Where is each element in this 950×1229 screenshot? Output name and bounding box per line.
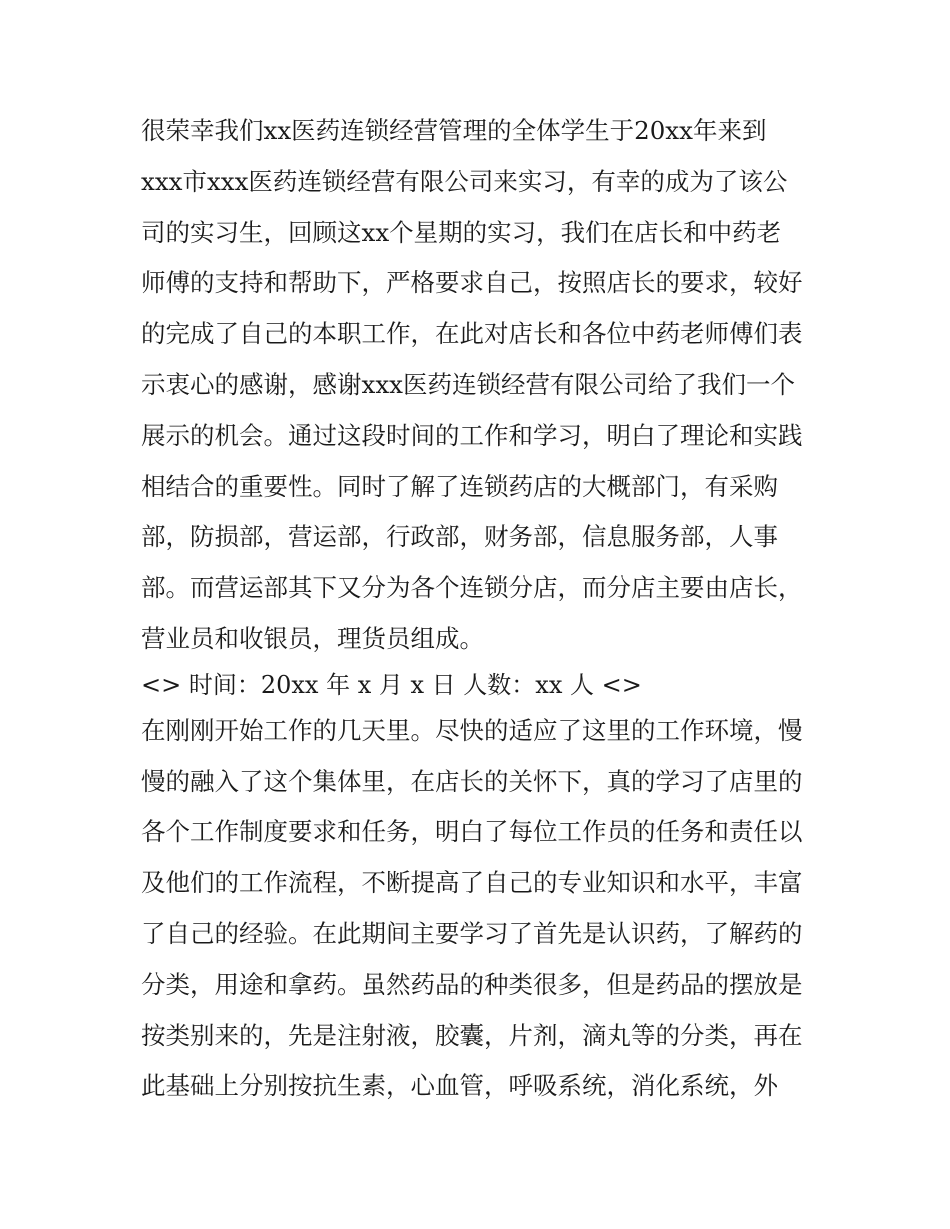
document-body <box>141 106 821 1112</box>
text-line: 营业员和收银员，理货员组成。 <box>141 623 484 653</box>
text-line: 的完成了自己的本职工作，在此对店长和各位中药老师傅们表 <box>141 319 803 349</box>
text-line: 及他们的工作流程，不断提高了自己的专业知识和水平，丰富 <box>141 868 803 898</box>
text-line: 按类别来的，先是注射液，胶囊，片剂，滴丸等的分类，再在 <box>141 1020 803 1050</box>
text-line: 示衷心的感谢，感谢xxx医药连锁经营有限公司给了我们一个 <box>141 369 795 399</box>
time-and-headcount-line: <> 时间：20xx 年 x 月 x 日 人数：xx 人 <> <box>141 670 642 699</box>
paragraph-first-days <box>141 706 821 1112</box>
text-line: 师傅的支持和帮助下，严格要求自己，按照店长的要求，较好 <box>141 268 803 298</box>
text-line: 展示的机会。通过这段时间的工作和学习，明白了理论和实践 <box>141 420 803 450</box>
text-line: 很荣幸我们xx医药连锁经营管理的全体学生于20xx年来到 <box>141 116 767 145</box>
text-line: 部。而营运部其下又分为各个连锁分店，而分店主要由店长， <box>141 573 803 603</box>
text-line: 部，防损部，营运部，行政部，财务部，信息服务部，人事 <box>141 522 778 552</box>
text-line: 司的实习生，回顾这xx个星期的实习，我们在店长和中药老 <box>141 217 782 247</box>
text-line: 了自己的经验。在此期间主要学习了首先是认识药，了解药的 <box>141 918 803 948</box>
text-line: 在刚刚开始工作的几天里。尽快的适应了这里的工作环境，慢 <box>141 715 803 745</box>
text-line: 相结合的重要性。同时了解了连锁药店的大概部门，有采购 <box>141 471 778 501</box>
text-line: 各个工作制度要求和任务，明白了每位工作员的任务和责任以 <box>141 817 803 847</box>
text-line: 分类，用途和拿药。虽然药品的种类很多，但是药品的摆放是 <box>141 969 803 999</box>
text-line: 慢的融入了这个集体里，在店长的关怀下，真的学习了店里的 <box>141 766 803 796</box>
text-line: 此基础上分别按抗生素，心血管，呼吸系统，消化系统，外 <box>141 1071 778 1101</box>
paragraph-internship-intro <box>141 106 821 665</box>
text-line: xxx市xxx医药连锁经营有限公司来实习，有幸的成为了该公 <box>141 166 788 196</box>
